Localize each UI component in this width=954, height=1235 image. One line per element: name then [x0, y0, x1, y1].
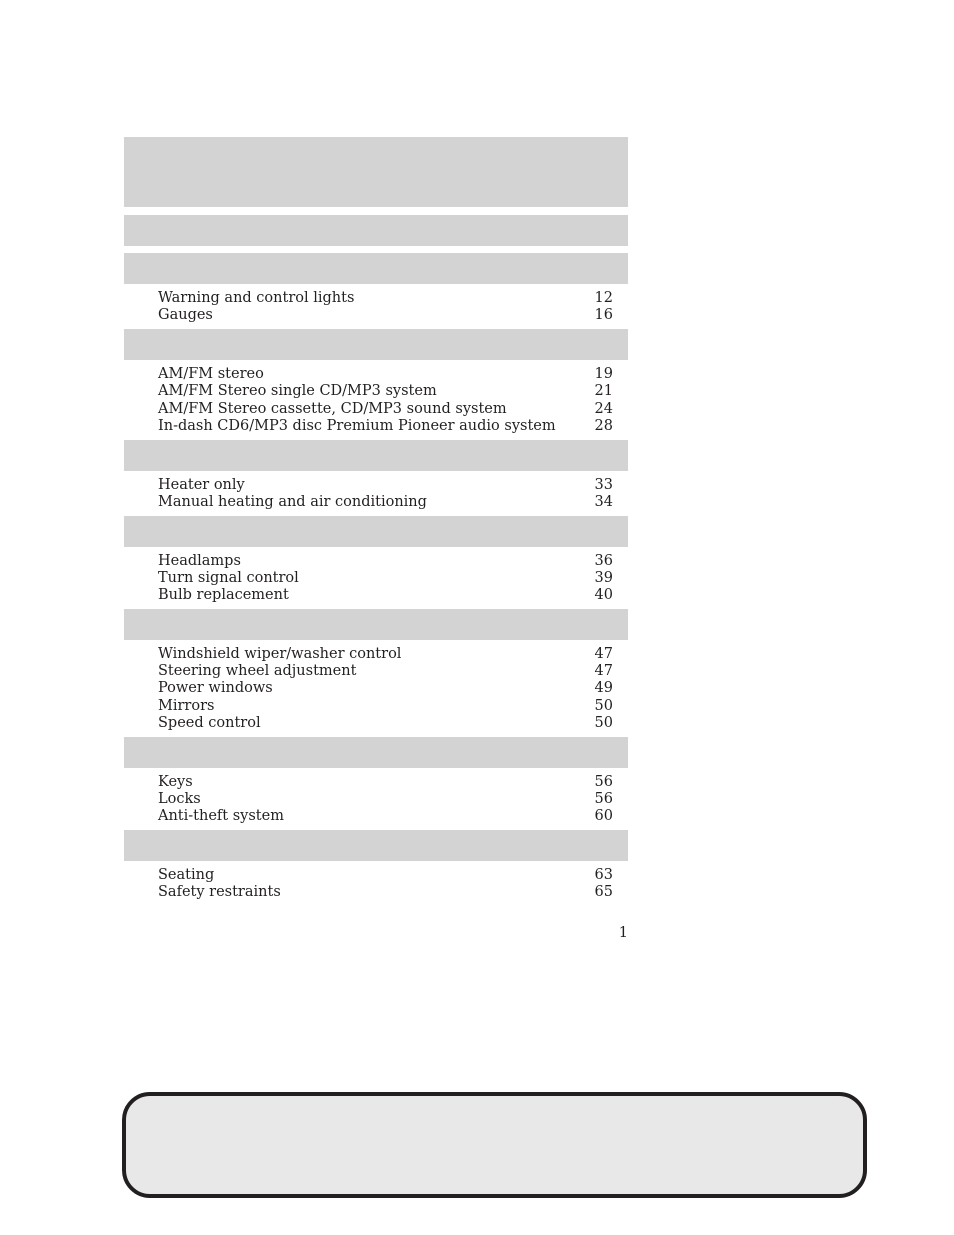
toc-entry-label: Seating [158, 867, 215, 883]
toc-entry-page: 65 [594, 884, 613, 900]
toc-entry-label: AM/FM stereo [158, 366, 264, 382]
toc-entry-label: Warning and control lights [158, 290, 355, 306]
toc-entry-label: Manual heating and air conditioning [158, 494, 427, 510]
section-header-bar [124, 253, 628, 284]
toc-entry-label: Bulb replacement [158, 587, 289, 603]
toc-entry-page: 40 [594, 587, 613, 603]
section-header-bar [124, 830, 628, 861]
toc-entry[interactable] [158, 587, 613, 604]
toc-entry[interactable] [158, 366, 613, 383]
toc-entry-label: Safety restraints [158, 884, 281, 900]
toc-entry[interactable] [158, 867, 613, 884]
toc-entry[interactable] [158, 553, 613, 570]
toc-entry-label: In-dash CD6/MP3 disc Premium Pioneer audio system [158, 418, 556, 434]
toc-entry[interactable] [158, 570, 613, 587]
toc-entry-page: 39 [594, 570, 613, 586]
toc-entry-page: 33 [594, 477, 613, 493]
title-header-bar [124, 137, 628, 207]
toc-entry-page: 16 [594, 307, 613, 323]
toc-entry-page: 21 [594, 383, 613, 399]
section-header-bar [124, 609, 628, 640]
toc-entry[interactable] [158, 884, 613, 901]
toc-entry[interactable] [158, 307, 613, 324]
toc-entry[interactable] [158, 774, 613, 791]
toc-entry-page: 36 [594, 553, 613, 569]
toc-entry[interactable] [158, 680, 613, 697]
section-header-bar [124, 440, 628, 471]
toc-entry[interactable] [158, 698, 613, 715]
toc-entry-page: 19 [594, 366, 613, 382]
section-header-bar [124, 329, 628, 360]
toc-entry[interactable] [158, 477, 613, 494]
footer-box [122, 1092, 867, 1198]
toc-entry[interactable] [158, 290, 613, 307]
toc-entry-page: 34 [594, 494, 613, 510]
toc-entry-label: Heater only [158, 477, 245, 493]
toc-entry-label: AM/FM Stereo single CD/MP3 system [158, 383, 437, 399]
toc-entry-page: 47 [594, 663, 613, 679]
toc-entry-page: 56 [594, 791, 613, 807]
toc-entry-label: Gauges [158, 307, 213, 323]
toc-entry-page: 47 [594, 646, 613, 662]
toc-entry[interactable] [158, 383, 613, 400]
toc-entry[interactable] [158, 646, 613, 663]
toc-entry-page: 50 [594, 715, 613, 731]
toc-entry[interactable] [158, 494, 613, 511]
toc-entry[interactable] [158, 663, 613, 680]
toc-entry[interactable] [158, 418, 613, 435]
toc-entry[interactable] [158, 808, 613, 825]
toc-entry-label: Power windows [158, 680, 273, 696]
toc-entry-label: Headlamps [158, 553, 241, 569]
toc-entry-label: Anti-theft system [158, 808, 284, 824]
page-number: 1 [618, 925, 628, 941]
section-header-bar [124, 516, 628, 547]
toc-entry[interactable] [158, 715, 613, 732]
toc-entry-page: 60 [594, 808, 613, 824]
toc-entry[interactable] [158, 401, 613, 418]
section-header-bar [124, 215, 628, 246]
toc-entry-page: 49 [594, 680, 613, 696]
toc-entry-page: 50 [594, 698, 613, 714]
toc-entry-label: Mirrors [158, 698, 215, 714]
section-header-bar [124, 737, 628, 768]
toc-entry-page: 12 [594, 290, 613, 306]
toc-entry-label: Turn signal control [158, 570, 299, 586]
toc-entry-label: Speed control [158, 715, 261, 731]
toc-entry-label: Keys [158, 774, 193, 790]
toc-entry-label: Locks [158, 791, 201, 807]
toc-entry-label: Windshield wiper/washer control [158, 646, 402, 662]
toc-entry-page: 28 [594, 418, 613, 434]
toc-entry-label: Steering wheel adjustment [158, 663, 357, 679]
toc-entry-page: 24 [594, 401, 613, 417]
toc-entry-page: 63 [594, 867, 613, 883]
toc-entry[interactable] [158, 791, 613, 808]
toc-entry-page: 56 [594, 774, 613, 790]
toc-entry-label: AM/FM Stereo cassette, CD/MP3 sound system [158, 401, 507, 417]
